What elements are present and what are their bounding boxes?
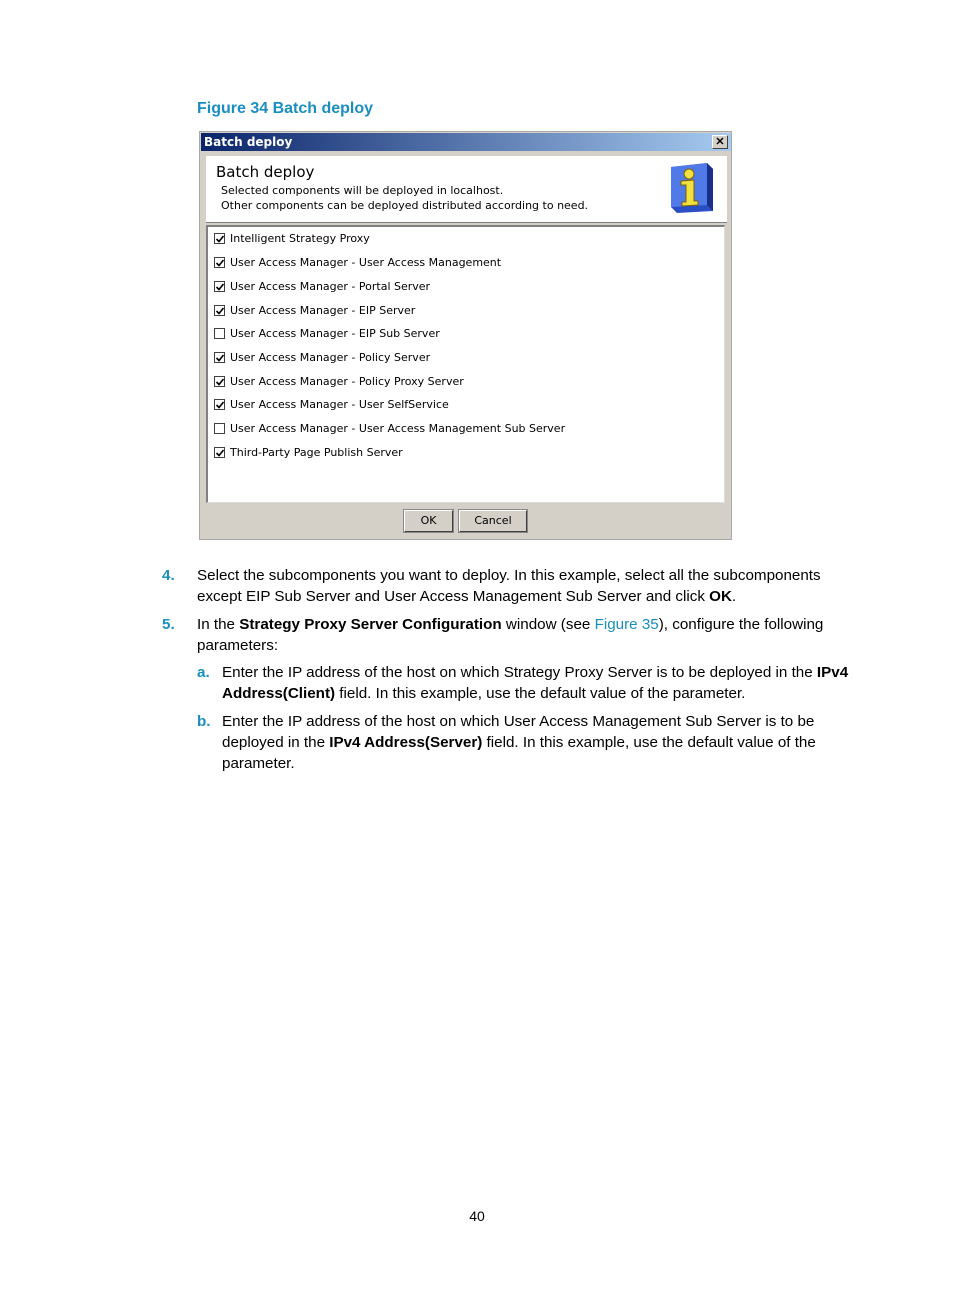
component-list[interactable] (206, 225, 725, 503)
list-item[interactable] (214, 444, 403, 460)
item-label: User Access Manager - User SelfService (230, 397, 449, 411)
step-text (197, 565, 821, 607)
substep-text (222, 711, 816, 774)
checkbox[interactable] (214, 281, 225, 292)
bold-text: OK (709, 588, 732, 605)
text: Enter the IP address of the host on which Strategy Proxy Server is to be deployed in the (222, 664, 817, 681)
list-item[interactable] (214, 302, 415, 318)
step-line (197, 614, 823, 635)
step-number: 4. (162, 567, 175, 584)
item-label: User Access Manager - Portal Server (230, 279, 431, 293)
list-item[interactable] (214, 373, 464, 389)
step-line: Select the subcomponents you want to deploy. In this example, select all the subcomponents (197, 567, 821, 584)
step-line (197, 586, 821, 607)
checkbox[interactable] (214, 376, 225, 387)
text: ), configure the following (658, 616, 824, 633)
list-item[interactable] (214, 325, 440, 341)
checkbox[interactable] (214, 352, 225, 363)
checkbox[interactable] (214, 257, 225, 268)
header-description-line-1: Selected components will be deployed in localhost. (221, 184, 504, 197)
info-icon (667, 161, 717, 215)
header-title: Batch deploy (216, 163, 315, 181)
list-item[interactable] (214, 230, 370, 246)
list-item[interactable] (214, 278, 430, 294)
dialog-header (206, 156, 727, 223)
text: except EIP Sub Server and User Access Management Sub Server and click (197, 588, 710, 605)
dialog-titlebar[interactable] (201, 133, 731, 151)
checkbox[interactable] (214, 233, 225, 244)
cancel-button[interactable]: Cancel (459, 510, 527, 532)
bold-text: Address(Client) (222, 685, 336, 702)
page-number: 40 (469, 1208, 485, 1224)
header-description-line-2: Other components can be deployed distributed according to need. (221, 199, 589, 212)
text: In the (197, 616, 240, 633)
list-item[interactable] (214, 420, 565, 436)
item-label: User Access Manager - EIP Server (230, 303, 416, 317)
item-label: User Access Manager - Policy Server (230, 350, 431, 364)
item-label: User Access Manager - Policy Proxy Server (230, 374, 464, 388)
text: window (see (501, 616, 595, 633)
checkbox[interactable] (214, 447, 225, 458)
bold-text: Strategy Proxy Server Configuration (239, 616, 502, 633)
batch-deploy-dialog (199, 131, 732, 540)
step-line: Enter the IP address of the host on which User Access Management Sub Server is to be (222, 713, 815, 730)
close-button[interactable] (712, 135, 728, 149)
text: . (731, 588, 737, 605)
step-line (222, 662, 867, 683)
figure-caption: Figure 34 Batch deploy (197, 100, 374, 117)
text: field. In this example, use the default value of the parameter. (335, 685, 746, 702)
list-item[interactable] (214, 396, 449, 412)
item-label: User Access Manager - User Access Management (230, 255, 502, 269)
step-number: 5. (162, 616, 175, 633)
checkbox[interactable] (214, 328, 225, 339)
dialog-title: Batch deploy (204, 135, 293, 149)
substep-letter: a. (197, 664, 210, 681)
list-item[interactable] (214, 349, 430, 365)
close-icon: ✕ (715, 136, 725, 148)
checkbox[interactable] (214, 423, 225, 434)
substep-letter: b. (197, 713, 211, 730)
item-label: User Access Manager - EIP Sub Server (230, 326, 440, 340)
item-label: Third-Party Page Publish Server (230, 445, 403, 459)
bold-text: IPv4 (816, 664, 849, 681)
step-line (222, 683, 867, 704)
step-line (222, 732, 816, 753)
checkbox[interactable] (214, 305, 225, 316)
step-text (197, 614, 823, 656)
step-line: parameters: (197, 637, 279, 654)
item-label: Intelligent Strategy Proxy (230, 231, 370, 245)
step-line: parameter. (222, 755, 295, 772)
text: deployed in the (222, 734, 330, 751)
figure-link[interactable]: Figure 35 (594, 616, 659, 633)
checkbox[interactable] (214, 399, 225, 410)
ok-button[interactable]: OK (404, 510, 453, 532)
list-item[interactable] (214, 254, 501, 270)
item-label: User Access Manager - User Access Management Sub Server (230, 421, 566, 435)
text: field. In this example, use the default value of the (482, 734, 816, 751)
bold-text: IPv4 Address(Server) (329, 734, 483, 751)
substep-text (222, 662, 867, 704)
